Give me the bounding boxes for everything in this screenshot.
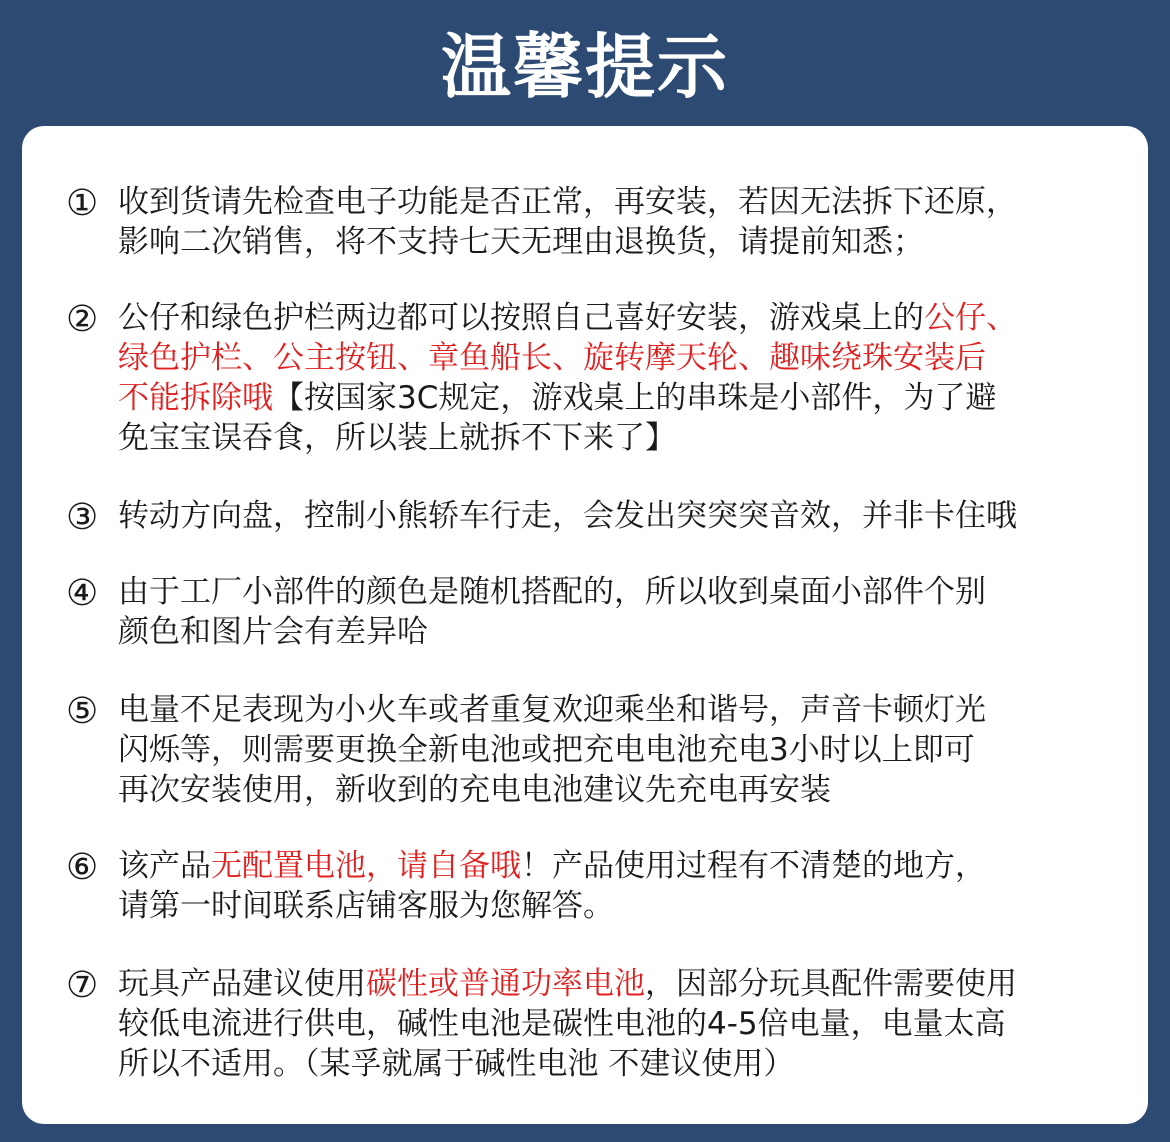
tip-text	[118, 964, 1118, 1084]
tip-line	[118, 846, 1118, 886]
tip-text	[118, 846, 1118, 926]
tip-highlight-line: 绿色护栏、公主按钮、章鱼船长、旋转摩天轮、趣味绕珠安装后	[118, 340, 986, 376]
tip-line: 所以不适用。（某孚就属于碱性电池 不建议使用）	[118, 1046, 795, 1082]
tip-segment: 【按国家3C规定，游戏桌上的串珠是小部件，为了避	[273, 380, 997, 416]
tip-highlight: 公仔、	[924, 300, 1017, 336]
page-title: 温馨提示	[441, 26, 729, 108]
tip-text	[118, 496, 1118, 536]
tip-line: 颜色和图片会有差异哈	[118, 614, 428, 650]
tip-highlight: 无配置电池，请自备哦	[211, 848, 521, 884]
tip-line: 影响二次销售，将不支持七天无理由退换货，请提前知悉；	[118, 224, 924, 260]
tip-segment: 该产品	[118, 848, 211, 884]
tip-text	[118, 572, 1118, 652]
tip-line	[118, 298, 1118, 338]
tip-number: ②	[66, 299, 99, 340]
tip-number: ①	[66, 183, 99, 224]
tip-highlight: 不能拆除哦	[118, 380, 273, 416]
tips-card	[22, 126, 1148, 1124]
tip-number: ⑥	[66, 847, 99, 888]
tip-number: ④	[66, 573, 99, 614]
tip-segment: ！产品使用过程有不清楚的地方，	[521, 848, 986, 884]
tip-highlight: 碳性或普通功率电池	[366, 966, 645, 1002]
tip-segment: 公仔和绿色护栏两边都可以按照自己喜好安装，游戏桌上的	[118, 300, 924, 336]
tip-line: 免宝宝误吞食，所以装上就拆不下来了】	[118, 420, 676, 456]
tip-line: 较低电流进行供电，碱性电池是碳性电池的4-5倍电量，电量太高	[118, 1006, 1006, 1042]
tip-line: 闪烁等，则需要更换全新电池或把充电电池充电3小时以上即可	[118, 732, 975, 768]
tip-line: 收到货请先检查电子功能是否正常，再安装，若因无法拆下还原，	[118, 184, 1017, 220]
tip-segment: ，因部分玩具配件需要使用	[645, 966, 1017, 1002]
tip-number: ③	[66, 497, 99, 538]
tip-text	[118, 298, 1118, 458]
tip-text	[118, 182, 1118, 262]
tip-line: 转动方向盘，控制小熊轿车行走，会发出突突突音效，并非卡住哦	[118, 498, 1017, 534]
tip-line: 再次安装使用，新收到的充电电池建议先充电再安装	[118, 772, 831, 808]
tip-text	[118, 690, 1118, 810]
tip-line: 电量不足表现为小火车或者重复欢迎乘坐和谐号，声音卡顿灯光	[118, 692, 986, 728]
tip-number: ⑦	[66, 965, 99, 1006]
tip-number: ⑤	[66, 691, 99, 732]
tip-line: 请第一时间联系店铺客服为您解答。	[118, 888, 614, 924]
tip-line	[118, 964, 1118, 1004]
tip-segment: 玩具产品建议使用	[118, 966, 366, 1002]
tip-line: 由于工厂小部件的颜色是随机搭配的，所以收到桌面小部件个别	[118, 574, 986, 610]
tip-line	[118, 378, 1118, 418]
